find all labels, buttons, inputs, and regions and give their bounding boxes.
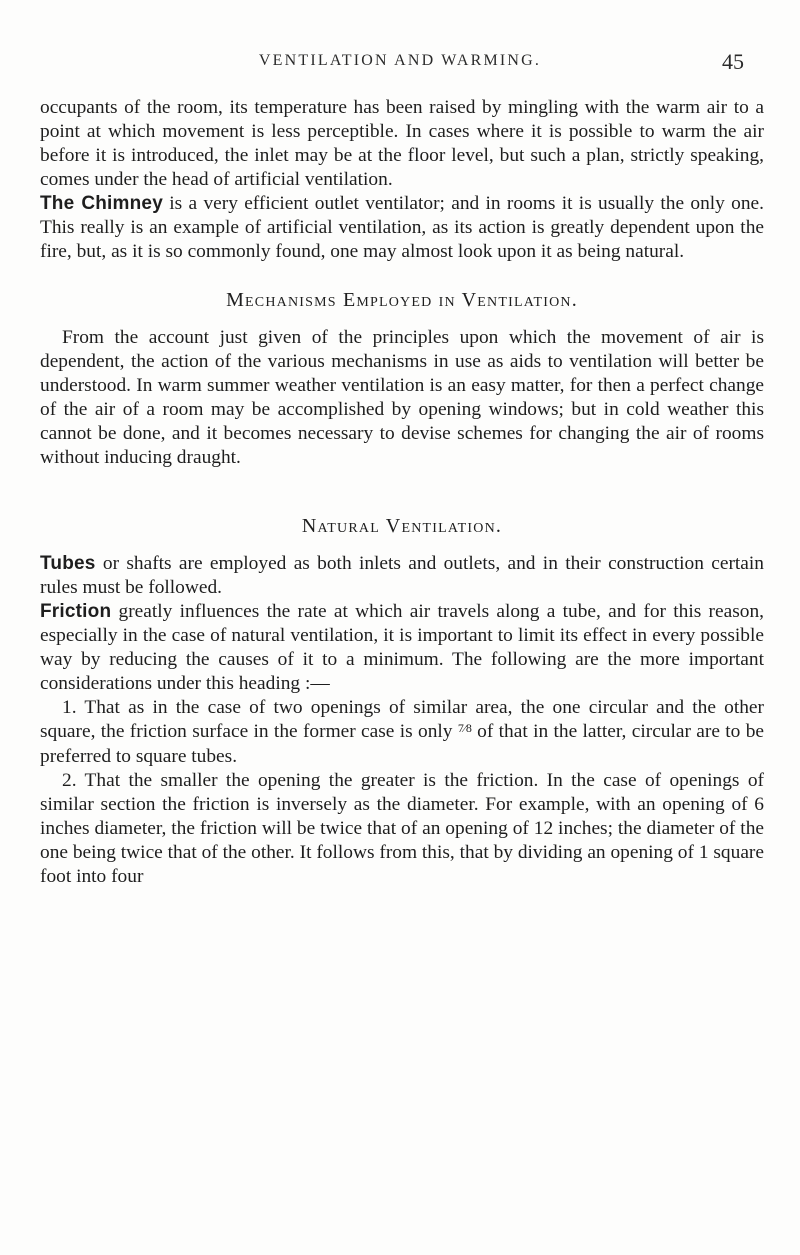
section-heading-natural-ventilation: Natural Ventilation. [301,515,503,537]
paragraph-mechanisms: From the account just given of the principles upon which the movement of air is dependent, the action of the various mechanisms in use as aids to ventilation will better be understood. In warm summer weather ventilation is an easy matter, for then a perfect change of the air of a room may be accomplished by opening windows; but in cold weather this cannot be done, and it becomes necessary to devise schemes for changing the air of rooms without inducing draught. [40,327,764,468]
running-title: VENTILATION AND WARMING. [258,52,542,69]
run-in-heading-chimney: The Chimney [40,193,163,214]
paragraph-chimney-text: is a very efficient outlet ventilator; and in rooms it is usually the only one. This really is an example of artificial ventilation, as its action is greatly dependent upon the fire, but, as it is so commonly found, one may almost look upon it as being natural. [40,193,764,262]
paragraph-continuation: occupants of the room, its temperature has been raised by mingling with the warm air to a point at which movement is less perceptible. In cases where it is possible to warm the air before it is introduced, the inlet may be at the floor level, but such a plan, strictly speaking, comes under the head of artificial ventilation. [40,97,764,190]
body-text [40,96,764,889]
paragraph-friction-text: greatly influences the rate at which air travels along a tube, and for this reason, especially in the case of natural ventilation, it is important to limit its effect in every possible way by reducing the causes of it to a minimum. The following are the more important considerations under this heading :— [40,601,764,694]
paragraph-tubes [40,552,764,600]
run-in-heading-tubes: Tubes [40,553,96,574]
list-item-1-text-a: 1. That as in the case of two openings of similar area, the one circular and the other square, the friction surface in the former case is only [40,697,764,742]
section-heading-mechanisms: Mechanisms Employed in Ventilation. [226,289,578,311]
spacer [40,312,764,326]
fraction: 7⁄8 [457,721,472,735]
running-head [0,49,800,82]
paragraph-chimney [40,192,764,264]
list-item-1-text-b: of that in the latter, circular are to be preferred to square tubes. [40,721,764,767]
list-item-1 [40,696,764,769]
spacer [40,264,764,288]
paragraph-tubes-text: or shafts are employed as both inlets and outlets, and in their construction certain rules must be followed. [40,553,764,598]
spacer [40,538,764,552]
spacer [40,470,764,514]
list-item-2: 2. That the smaller the opening the greater is the friction. In the case of openings of similar section the friction is inversely as the diameter. For example, with an opening of 6 inches diameter, the friction will be twice that of an opening of 12 inches; the diameter of the one being twice that of the other. It follows from this, that by dividing an opening of 1 square foot into four [40,770,764,887]
paragraph-friction [40,600,764,696]
page-number: 45 [722,49,744,74]
run-in-heading-friction: Friction [40,601,112,622]
